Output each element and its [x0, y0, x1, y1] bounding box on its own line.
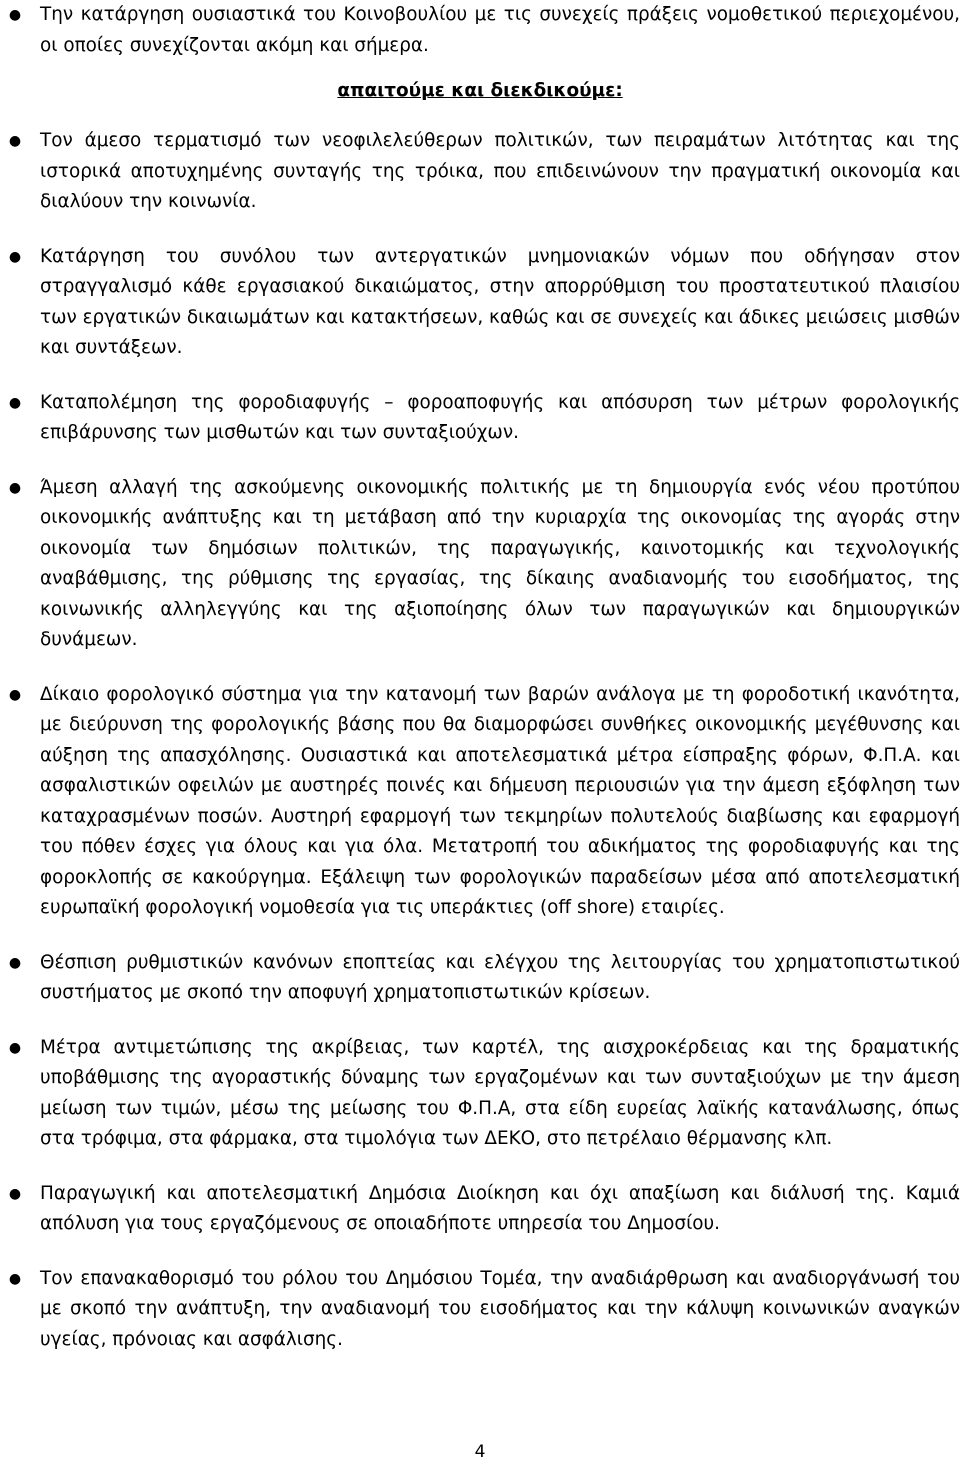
list-item-text: Παραγωγική και αποτελεσματική Δημόσια Διοίκηση και όχι απαξίωση και διάλυσή της. Καμιά απόλυση για τους εργαζόμενους σε οποιαδήποτε υπηρεσία του Δημοσίου. [40, 1182, 960, 1234]
demands-list [8, 126, 960, 1355]
list-item-text: Καταπολέμηση της φοροδιαφυγής – φοροαποφυγής και απόσυρση των μέτρων φορολογικής επιβάρυνσης των μισθωτών και των συνταξιούχων. [40, 391, 960, 443]
list-item [8, 473, 960, 656]
list-item [8, 948, 960, 1009]
section-heading: απαιτούμε και διεκδικούμε: [337, 80, 623, 101]
bullet-icon: ● [8, 394, 22, 411]
list-item-text: Κατάργηση του συνόλου των αντεργατικών μνημονιακών νόμων που οδήγησαν στον στραγγαλισμό κάθε εργασιακού δικαιώματος, στην απορρύθμιση του προστατευτικού πλαισίου των εργατικών δικαιωμάτων και κατακτήσεων, καθώς και σε συνεχείς και άδικες μειώσεις μισθών και συντάξεων. [40, 245, 960, 358]
list-item-text: Θέσπιση ρυθμιστικών κανόνων εποπτείας και ελέγχου της λειτουργίας του χρηματοπιστωτικού συστήματος με σκοπό την αποφυγή χρηματοπιστωτικών κρίσεων. [40, 951, 960, 1003]
list-item [8, 0, 960, 61]
list-item-text: Άμεση αλλαγή της ασκούμενης οικονομικής πολιτικής με τη δημιουργία ενός νέου προτύπου οικονομικής ανάπτυξης και τη μετάβαση από την κυριαρχία της οικονομίας της αγοράς στην οικονομία των δημόσιων πολιτικών, της παραγωγικής, καινοτομικής και τεχνολογικής αναβάθμισης, της ρύθμισης της εργασίας, της δίκαιης αναδιανομής του εισοδήματος, της κοινωνικής αλληλεγγύης και της αξιοποίησης όλων των παραγωγικών και δημιουργικών δυνάμεων. [40, 476, 960, 650]
list-item [8, 1179, 960, 1240]
list-item-text: Τον επανακαθορισμό του ρόλου του Δημόσιου Τομέα, την αναδιάρθρωση και αναδιοργάνωσή του με σκοπό την ανάπτυξη, την αναδιανομή του εισοδήματος και την κάλυψη κοινωνικών αναγκών υγείας, πρόνοιας και ασφάλισης. [40, 1267, 960, 1350]
list-item [8, 1033, 960, 1155]
list-item [8, 680, 960, 924]
bullet-icon: ● [8, 954, 22, 971]
bullet-icon: ● [8, 479, 22, 496]
bullet-icon: ● [8, 1185, 22, 1202]
bullet-icon: ● [8, 1039, 22, 1056]
bullet-icon: ● [8, 7, 22, 23]
list-item [8, 242, 960, 364]
list-item-text: Τον άμεσο τερματισμό των νεοφιλελεύθερων πολιτικών, των πειραμάτων λιτότητας και της ιστορικά αποτυχημένης συνταγής της τρόικα, που επιδεινώνουν την πραγματική οικονομία και διαλύουν την κοινωνία. [40, 130, 960, 212]
list-item [8, 1264, 960, 1356]
list-item [8, 388, 960, 449]
intro-list [8, 0, 960, 61]
list-item-text: Δίκαιο φορολογικό σύστημα για την κατανομή των βαρών ανάλογα με τη φοροδοτική ικανότητα, με διεύρυνση της φορολογικής βάσης που θα διαμορφώσει συνθήκες οικονομικής μεγέθυνσης και αύξηση της απασχόλησης. Ουσιαστικά και αποτελεσματικά μέτρα είσπραξης φόρων, Φ.Π.Α. και ασφαλιστικών οφειλών με αυστηρές ποινές και δήμευση περιουσιών για την άμεση εξόφληση των καταχρασμένων ποσών. Αυστηρή εφαρμογή των τεκμηρίων πολυτελούς διαβίωσης και εφαρμογή του πόθεν έσχες για όλους και για όλα. Μετατροπή του αδικήματος της φοροδιαφυγής και της φοροκλοπής σε κακούργημα. Εξάλειψη των φορολογικών παραδείσων μέσα από αποτελεσματική ευρωπαϊκή φορολογική νομοθεσία για τις υπεράκτιες (off shore) εταιρίες. [40, 683, 960, 918]
bullet-icon: ● [8, 1270, 22, 1287]
list-item [8, 126, 960, 218]
bullet-icon: ● [8, 248, 22, 265]
list-item-text: Την κατάργηση ουσιαστικά του Κοινοβουλίου με τις συνεχείς πράξεις νομοθετικού περιεχομένου, οι οποίες συνεχίζονται ακόμη και σήμερα. [40, 4, 960, 56]
bullet-icon: ● [8, 686, 22, 703]
bullet-icon: ● [8, 133, 22, 149]
list-item-text: Μέτρα αντιμετώπισης της ακρίβειας, των καρτέλ, της αισχροκέρδειας και της δραματικής υποβάθμισης της αγοραστικής δύναμης των εργαζομένων και των συνταξιούχων με την άμεση μείωση των τιμών, μέσω της μείωσης του Φ.Π.Α, στα είδη ευρείας λαϊκής κατανάλωσης, όπως στα τρόφιμα, στα φάρμακα, στα τιμολόγια των ΔΕΚΟ, στο πετρέλαιο θέρμανσης κλπ. [40, 1036, 960, 1149]
page-number: 4 [474, 1442, 486, 1462]
